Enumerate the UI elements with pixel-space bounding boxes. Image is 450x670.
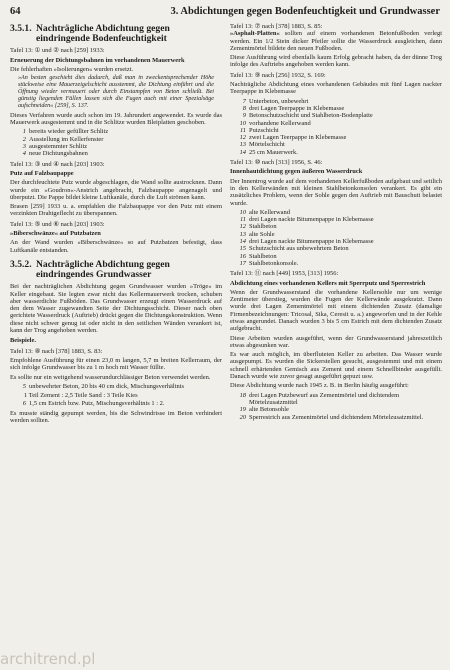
- list-item: 11 drei Lagen nackte Bitumenpappe in Klebemasse: [240, 216, 374, 224]
- section-title: Nachträgliche Abdichtung gegen eindringendes Grundwasser: [36, 258, 170, 281]
- figure-reference: Tafel 13: ⑦ nach [378] 1883, S. 85: »Asphalt-Platten« sollten auf einem vorhandenen Betonfußboden verlegt werden. Ein 1/2 Stein dicker Pfeiler sollte die Wasserdruck ausgleichen, dann Zementmörtel bildete den neuen Fußboden.: [230, 23, 442, 52]
- paragraph: Dieses Verfahren wurde auch schon im 19. Jahrundert angewendet. Es wurde das Mauerwerk ausgestemmt und in die Schlitze wurden Bleiplatten geschoben.: [10, 111, 222, 127]
- list-item: 13 alte Sohle: [239, 230, 275, 238]
- chapter-title: 3. Abdichtungen gegen Bodenfeuchtigkeit und Grundwasser: [170, 6, 440, 17]
- watermark: architrend.pl: [0, 650, 96, 668]
- list-item: 10 vorhandene Kellerwand: [239, 119, 311, 127]
- paragraph: Nachträgliche Abdichtung eines vorhandenen Gebäudes mit fünf Lagen nackter Teerpappe in Klebemasse: [230, 81, 442, 96]
- quotation: »An besten geschieht dies dadurch, daß man in zweckentsprechender Höhe stückweise eine Mauerzeigelschicht ausstemmt, die Dichtung einführt und die Öffnung wieder vermauert oder durch Einstampfen von Beton schließt. Bei günstig liegenden Fällen lassen sich die Fugen auch mit einer Spezialsäge aufschneiden« [259], S. 137.: [18, 75, 214, 109]
- section-number: 3.5.2.: [10, 258, 32, 270]
- list-item: 10 alte Kellerwand: [239, 208, 290, 216]
- mix-ratio: 1 Teil Zement : 2,5 Teile Sand : 3 Teile Kies: [24, 392, 138, 400]
- subheading: »Biberschwänze« auf Putzbatzen: [10, 229, 101, 237]
- paragraph: Es war auch möglich, im überfluteten Keller zu arbeiten. Das Wasser wurde ausgepumpt. Es wurden die Sickerstellen gesucht, ausgestemmt und mit einem schnell erhärtenden Gemisch aus Zement und einem Schnellbinder ausgefüllt. Danach wurde wie zuvor gesagt ausgeführt gepuzt usw.: [230, 351, 442, 381]
- list-item: 8 drei Lagen Teerpappe in Klebemasse: [242, 104, 345, 112]
- list-item: 14 25 cm Mauerwerk.: [239, 148, 298, 156]
- right-column: [230, 23, 442, 663]
- legend-list: [10, 400, 222, 407]
- page-number: 64: [10, 6, 21, 17]
- figure-reference: Tafel 13: ⑩ nach [313] 1956, S. 46:: [230, 159, 323, 167]
- page-header: [10, 6, 440, 17]
- paragraph: Es sollte nur ein weitgehend wasserundurchlässiger Beton verwendet werden.: [10, 373, 211, 381]
- left-column: [10, 23, 222, 663]
- paragraph: Die fehlerhaften »Isolierungen« wurden ersetzt.: [10, 66, 134, 73]
- paragraph: Der durchfeuchtete Putz wurde abgeschlagen, die Wand sollte austrocknen. Dann wurde ein »Goudron«-Anstrich angebracht, Falzbaupappe angenagelt und überputzt. Die Pappe bildet kleine Luftkanäle, durch die Luft strömen kann.: [10, 179, 222, 201]
- list-item: 6 1,5 cm Estrich bzw. Putz, Mischungsverhältnis 1 : 2.: [22, 400, 165, 408]
- list-item: 7 Unterbeton, unbewehrt: [242, 97, 309, 105]
- legend-list: [10, 128, 222, 157]
- figure-reference: Tafel 13: ① und ② nach [259] 1933:: [10, 47, 105, 55]
- subheading: Putz auf Falzbaupappe: [10, 169, 74, 177]
- paragraph: Diese Abdichtung wurde nach 1945 z. B. in Berlin häufig ausgeführt:: [230, 382, 409, 390]
- examples-label: Beispiele.: [10, 337, 36, 345]
- subheading: Abdichtung eines vorhandenen Kellers mit Sperrputz und Sperrestrich: [230, 279, 426, 287]
- list-item: 3 ausgestemmter Schlitz: [22, 143, 88, 151]
- list-item: 12 Stahlbeton: [239, 223, 277, 231]
- list-item: 19 alte Betonsohle: [239, 406, 289, 414]
- list-item: 18 drei Lagen Putzbewurf aus Zementmörtel und dichtendem Mörtelzusatzmittel: [239, 391, 400, 406]
- paragraph: Der Innentrog wurde auf dem vorhandenen Kellerfußboden aufgebaut und seitlich in den Kellerwänden mit kleinen Stahlbetonkonsolen verankert. Es gibt ein zusätzliches Problem, wenn der Sohle gegen den Auftrieb mit Bauschutt belastet wurde.: [230, 177, 442, 207]
- list-item: 1 bereits wieder gefüllter Schlitz: [22, 128, 109, 136]
- list-item: 17 Stahlbetonkonsole.: [239, 259, 299, 267]
- legend-list: [10, 383, 222, 390]
- list-item: 9 Betonschutzschicht und Stahlbeton-Bodenplatte: [242, 112, 373, 120]
- subheading: Erneuerung der Dichtungsbahnen im vorhandenen Mauerwerk: [10, 56, 185, 64]
- section-title: Nachträgliche Abdichtung gegen eindringende Bodenfeuchtigkeit: [36, 23, 170, 45]
- subheading: Innenhautdichtung gegen äußeren Wasserdruck: [230, 168, 363, 176]
- list-item: 12 zwei Lagen Teerpappe in Klebemasse: [239, 134, 347, 142]
- figure-reference: Tafel 13: ⑨ nach [256] 1932, S. 169:: [230, 71, 326, 79]
- paragraph: Bei der nachträglichen Abdichtung gegen Grundwasser wurden »Tröge« im Keller eingebaut. Sie legten zwar nicht das Kellermauerwerk trocken, schuben aber wasserdichte Fußböden. Das Grundwasser erzeugt einen Wasserdruck auf den dem Wasser zugewandten Seite der Dichtungsschicht. Dieser nach oben gerichtete Wasserdruck (Auftrieb) drückt gegen die Dichtungskonstruktion. Wenn diese nicht schwer genug ist oder nicht in den seitlichen Wänden verankert ist, kann der Trog angehoben werden.: [10, 283, 222, 335]
- list-item: 2 Ausstellung im Kellerfenster: [22, 135, 104, 143]
- paragraph: Es musste ständig gepumpt werden, bis die Schwindrisse im Beton verhindert werden sollten.: [10, 409, 222, 425]
- figure-reference: Tafel 13: ⑧ nach [378] 1883, S. 83:: [10, 347, 103, 355]
- paragraph: Empfohlene Ausführung für einen 23,0 m langen, 5,7 m breiten Kellerraum, der sich infolge Grundwasser bis zu 1 m hoch mit Wasser füllte.: [10, 356, 222, 372]
- legend-list: [230, 98, 442, 156]
- figure-reference: Tafel 13: ③ und ④ nach [203] 1903:: [10, 160, 105, 168]
- list-item: 20 Sperrestrich aus Zementmörtel und dichtendem Mörtelzusatzmittel.: [239, 413, 424, 421]
- list-item: 4 neue Dichtungsbahnen: [22, 150, 88, 158]
- list-item: 5 unbewehrter Beton, 20 bis 40 cm dick, Mischungsverhältnis: [22, 382, 185, 390]
- legend-list: [230, 209, 442, 267]
- figure-reference: Tafel 13: ⑤ und ⑥ nach [203] 1903:: [10, 220, 105, 228]
- list-item: 13 Mörtelschicht: [239, 141, 285, 149]
- paragraph: An der Wand wurden »Biberschwänze« so auf Putzbatzen befestigt, dass Luftkanäle entstanden.: [10, 239, 222, 254]
- list-item: 14 drei Lagen nackte Bitumenpappe in Klebemasse: [239, 238, 374, 246]
- section-heading-3-5-2: [10, 260, 222, 280]
- section-heading-3-5-1: [10, 24, 222, 44]
- legend-list: [230, 392, 442, 421]
- columns: [10, 23, 442, 663]
- paragraph: Diese Ausführung wird ebenfalls kaum Erfolg gebracht haben, da der dünne Trog infolge des Auftriebs angehoben werden kann.: [230, 54, 442, 69]
- paragraph: Wenn der Grundwasserstand die vorhandene Kellersohle nur um wenige Zentimeter überstieg, wurden die Fugen der Kellerwände ausgekratzt. Dann wurde drei Lagen Zementmörtel mit einem dichtenden Zusatz (damalige Firmenbezeichnungen: Tricosal, Sika, Ceresit u. a.) angeworfen und in der Kehle etwas angerundet. Danach wurden 3 bis 5 cm Estrich mit dem dichtenden Zusatz aufgebracht.: [230, 288, 442, 333]
- figure-reference: Tafel 13: ⑪ nach [449] 1953, [313] 1956:: [230, 270, 339, 278]
- paragraph: Diese Arbeiten wurden ausgeführt, wenn der Grundwasserstand jahreszeitlich etwas abgesunken war.: [230, 334, 442, 349]
- section-number: 3.5.1.: [10, 23, 32, 34]
- list-item: 11 Putzschicht: [240, 126, 279, 134]
- list-item: 16 Stahlbeton: [239, 252, 277, 260]
- list-item: 15 Schutzschicht aus unbewehrtem Beton: [239, 245, 349, 253]
- paragraph: Brasen [259] 1933 u. a. empfahlen die Falzbaupappe vor den Putz mit einem verzinkten Drahtgeflecht zu überspannen.: [10, 203, 222, 218]
